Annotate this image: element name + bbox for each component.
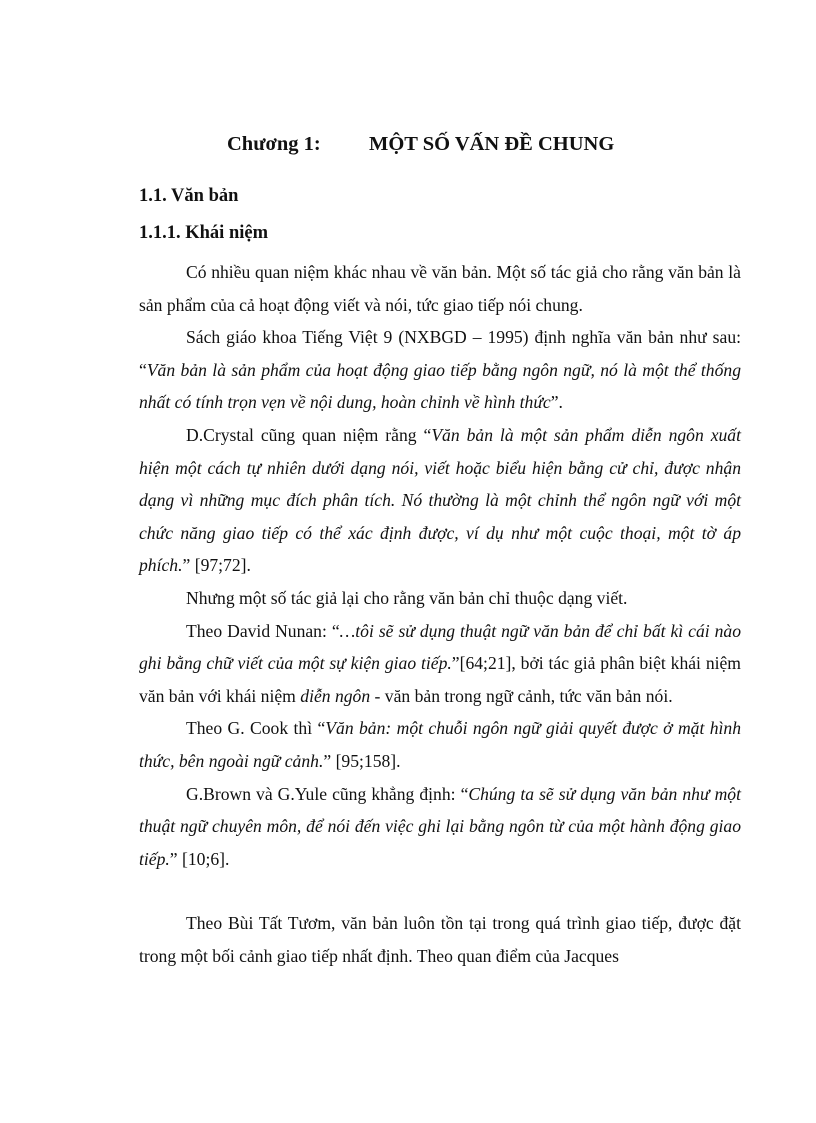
paragraph: G.Brown và G.Yule cũng khẳng định: “Chúng ta sẽ sử dụng văn bản như một thuật ngữ chuyên môn, để nói đến việc ghi lại bằng ngôn từ của một hành động giao tiếp.” [10;6]. — [139, 783, 741, 869]
paragraph: D.Crystal cũng quan niệm rằng “Văn bản là một sản phẩm diễn ngôn xuất hiện một cách tự nhiên dưới dạng nói, viết hoặc biểu hiện bằng cử chỉ, được nhận dạng vì những mục đích phân tích. Nó thường là một chỉnh thể ngôn ngữ với một chức năng giao tiếp có thể xác định được, ví dụ như một cuộc thoại, một tờ áp phích.” [97;72]. — [139, 424, 741, 576]
paragraph: Nhưng một số tác giả lại cho rằng văn bản chỉ thuộc dạng viết. — [186, 587, 628, 608]
paragraph: Có nhiều quan niệm khác nhau về văn bản. Một số tác giả cho rằng văn bản là sản phẩm của cả hoạt động viết và nói, tức giao tiếp nói chung. — [139, 262, 741, 315]
chapter-number: Chương 1: — [227, 133, 321, 155]
section-heading: 1.1. Văn bản — [139, 186, 239, 206]
quote: Chúng ta sẽ sử dụng văn bản như một thuật ngữ chuyên môn, để nói đến việc ghi lại bằng ngôn từ của một hành động giao tiếp. — [139, 783, 741, 869]
subsection-heading: 1.1.1. Khái niệm — [139, 223, 268, 243]
quote: Văn bản: một chuỗi ngôn ngữ giải quyết được ở mặt hình thức, bên ngoài ngữ cảnh. — [139, 718, 742, 771]
quote: …tôi sẽ sử dụng thuật ngữ văn bản để chỉ bất kì cái nào ghi bằng chữ viết của một sự kiện giao tiếp. — [139, 620, 741, 674]
paragraph: Theo David Nunan: “…tôi sẽ sử dụng thuật ngữ văn bản để chỉ bất kì cái nào ghi bằng chữ viết của một sự kiện giao tiếp.”[64;21], bởi tác giả phân biệt khái niệm văn bản với khái niệm diễn ngôn - văn bản trong ngữ cảnh, tức văn bản nói. — [139, 620, 741, 706]
quote: Văn bản là một sản phẩm diễn ngôn xuất hiện một cách tự nhiên dưới dạng nói, viết hoặc biểu hiện bằng cử chỉ, được nhận dạng vì những mục đích phân tích. Nó thường là một chỉnh thể ngôn ngữ với một chức năng giao tiếp có thể xác định được, ví dụ như một cuộc thoại, một tờ áp phích. — [139, 424, 741, 576]
term: diễn ngôn — [300, 685, 371, 706]
paragraph: Theo G. Cook thì “Văn bản: một chuỗi ngôn ngữ giải quyết được ở mặt hình thức, bên ngoài ngữ cảnh.” [95;158]. — [139, 718, 742, 771]
quote: Văn bản là sản phẩm của hoạt động giao tiếp bằng ngôn ngữ, nó là một thể thống nhất có tính trọn vẹn về nội dung, hoàn chỉnh về hình thức — [139, 359, 741, 413]
paragraph: Theo Bùi Tất Tươm, văn bản luôn tồn tại trong quá trình giao tiếp, được đặt trong một bối cảnh giao tiếp nhất định. Theo quan điểm của Jacques — [139, 913, 741, 966]
chapter-title: MỘT SỐ VẤN ĐỀ CHUNG — [369, 133, 615, 155]
chapter-heading — [227, 133, 707, 156]
paragraph: Sách giáo khoa Tiếng Việt 9 (NXBGD – 1995) định nghĩa văn bản như sau: “Văn bản là sản phẩm của hoạt động giao tiếp bằng ngôn ngữ, nó là một thể thống nhất có tính trọn vẹn về nội dung, hoàn chỉnh về hình thức”. — [139, 327, 741, 413]
body-text — [139, 256, 741, 972]
